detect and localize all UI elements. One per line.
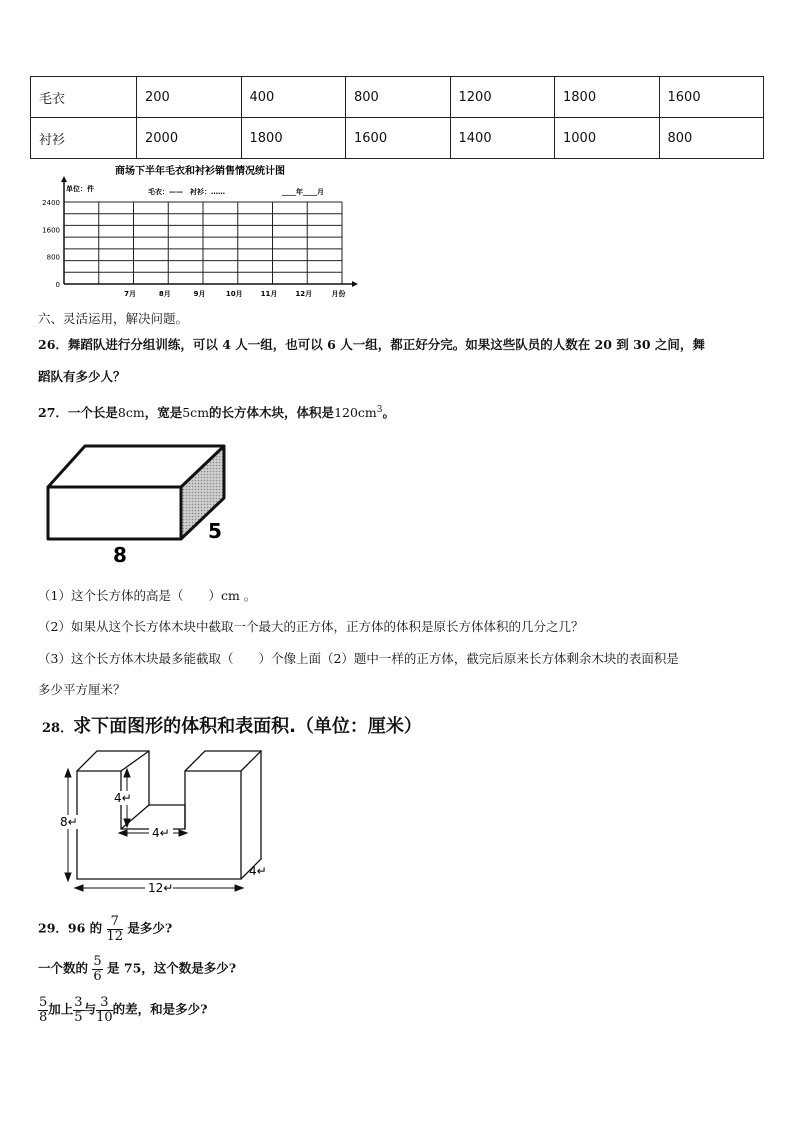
cuboid-length-label: 8	[113, 543, 127, 567]
chart-x-ticks	[124, 289, 345, 298]
y-tick-label: 1600	[42, 226, 60, 235]
question-27-stem: 27．一个长是8cm，宽是5cm的长方体木块，体积是$120cm^3$。	[38, 404, 396, 420]
chart-legend-sweater: 毛衣：——	[148, 188, 183, 196]
question-26-line2: 蹈队有多少人？	[38, 369, 126, 384]
u-shape-prism-figure	[55, 745, 280, 900]
question-27-part2: （2）如果从这个长方体木块中截取一个最大的正方体，正方体的体积是原长方体体积的几分之几？	[38, 619, 584, 634]
fraction: $\frac{7}{12}$	[106, 914, 124, 944]
inner-width-label: 4↵	[152, 826, 170, 840]
table-cell: 400	[241, 77, 346, 118]
x-tick-label: 8月	[158, 290, 171, 298]
x-axis-arrow	[352, 281, 358, 287]
question-26-line1: 26．舞蹈队进行分组训练，可以 4 人一组，也可以 6 人一组，都正好分完。如果这些队员的人数在 20 到 30 之间，舞	[38, 337, 705, 352]
height-label: 8↵	[60, 815, 78, 829]
section-heading: 六、灵活运用，解决问题。	[38, 311, 189, 326]
cuboid-figure	[38, 440, 238, 570]
y-axis-arrow	[61, 176, 67, 182]
length-label: 12↵	[148, 881, 174, 895]
x-tick-label: 月份	[331, 290, 346, 298]
question-27-part3-line1: （3）这个长方体木块最多能截取（ ）个像上面（2）题中一样的正方体，截完后原来长方体剩余木块的表面积是	[38, 651, 679, 666]
table-cell: 1800	[555, 77, 660, 118]
chart-unit-label: 单位：件	[66, 185, 94, 193]
question-29-line1: 29．96 的 $\frac{7}{12}$ 是多少?	[38, 914, 173, 944]
question-27-part1: （1）这个长方体的高是（ ）cm 。	[38, 588, 257, 603]
chart-legend-shirt: 衬衫：……	[190, 188, 225, 196]
table-row	[31, 77, 764, 118]
table-cell: 1600	[346, 118, 451, 159]
x-tick-label: 9月	[193, 290, 206, 298]
sales-table	[30, 76, 764, 159]
fraction: $\frac{3}{5}$	[74, 995, 83, 1025]
x-tick-label: 12月	[295, 290, 313, 298]
row-label: 毛衣	[31, 77, 137, 118]
table-row	[31, 118, 764, 159]
x-tick-label: 10月	[225, 290, 243, 298]
row-label: 衬衫	[31, 118, 137, 159]
cuboid-width-label: 5	[208, 519, 222, 543]
fraction: $\frac{5}{6}$	[93, 954, 102, 984]
chart-date-label: ____年____月	[282, 188, 324, 196]
question-29-line3: $\frac{5}{8}$ 加上 $\frac{3}{5}$ 与 $\frac{3}{10}$ 的差，和是多少?	[39, 995, 208, 1025]
table-cell: 1000	[555, 118, 660, 159]
table-cell: 200	[137, 77, 242, 118]
table-cell: 1200	[450, 77, 555, 118]
chart-title: 商场下半年毛衣和衬衫销售情况统计图	[115, 166, 285, 177]
table-cell: 1600	[659, 77, 764, 118]
fraction: $\frac{3}{10}$	[96, 995, 113, 1025]
depth-label: 4↵	[249, 864, 267, 878]
table-cell: 2000	[137, 118, 242, 159]
x-tick-label: 7月	[124, 290, 136, 298]
x-tick-label: 11月	[260, 290, 278, 298]
table-cell: 1800	[241, 118, 346, 159]
question-27-part3-line2: 多少平方厘米？	[38, 682, 126, 697]
inner-height-label: 4↵	[114, 791, 132, 805]
sales-line-chart	[30, 162, 360, 302]
table-cell: 800	[346, 77, 451, 118]
y-tick-label: 2400	[42, 199, 60, 207]
chart-y-ticks	[42, 199, 60, 289]
y-tick-label: 800	[46, 253, 60, 262]
question-29-line2: 一个数的 $\frac{5}{6}$ 是 75，这个数是多少?	[38, 954, 237, 984]
table-cell: 800	[659, 118, 764, 159]
table-cell: 1400	[450, 118, 555, 159]
y-tick-label: 0	[55, 281, 60, 289]
fraction: $\frac{5}{8}$	[39, 995, 48, 1025]
question-28-title: 28．求下面图形的体积和表面积.（单位：厘米）	[42, 716, 422, 737]
